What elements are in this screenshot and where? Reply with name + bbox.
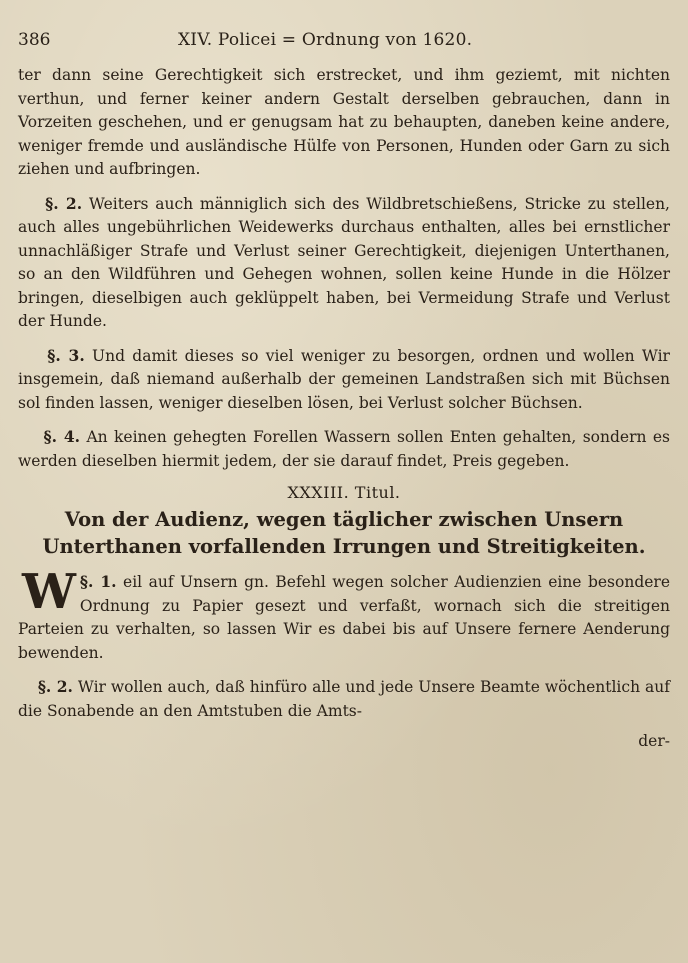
paragraph-text: Und damit dieses so viel weniger zu besorgen, ordnen und wollen Wir insgemein, daß niemand außerhalb der gemeinen Landstraßen sich mit Büchsen sol finden lassen, weniger dieselben lösen, bei Verlust solcher Büchsen.	[18, 346, 670, 412]
running-head: XIV. Policei = Ordnung von 1620.	[178, 30, 473, 50]
body-text	[18, 64, 670, 751]
paragraph-section-4	[18, 425, 670, 473]
page-number: 386	[18, 30, 51, 50]
chapter-heading: Von der Audienz, wegen täglicher zwischen Unsern Unterthanen vorfallenden Irrungen und Streitigkeiten.	[42, 508, 646, 558]
paragraph-section-2	[18, 192, 670, 334]
paragraph-text: Weiters auch männiglich sich des Wildbretschießens, Stricke zu stellen, auch alles ungebührlichen Weidewerks durchaus enthalten, alles bei ernstlicher unnachläßiger Strafe und Verlust seiner Gerechtigkeit, diejenigen Unterthanen, so an den Wildführen und Gehegen wohnen, sollen keine Hunde in die Hölzer bringen, dieselbigen auch geklüppelt haben, bei Vermeidung Strafe und Verlust der Hunde.	[18, 194, 670, 330]
drop-cap-initial: W	[22, 564, 76, 620]
section-mark: §. 4.	[43, 427, 81, 446]
section-mark: §. 2.	[37, 677, 73, 696]
page-header	[18, 30, 670, 60]
chapter-paragraph-2	[18, 675, 670, 723]
section-mark: §. 3.	[47, 345, 85, 365]
section-mark: §. 1.	[79, 572, 117, 591]
chapter-paragraph-1	[18, 564, 670, 665]
paragraph-section-3	[18, 344, 670, 416]
section-mark: §. 2.	[45, 193, 83, 213]
paragraph-text: ter dann seine Gerechtigkeit sich erstrecket, und ihm geziemt, mit nichten verthun, und ferner keiner andern Gestalt derselben gebrauchen, dann in Vorzeiten geschehen, und er genugsam hat zu behaupten, daneben keine andere, weniger fremde und ausländische Hülfe von Personen, Hunden oder Garn zu sich ziehen und aufbringen.	[18, 66, 670, 178]
paragraph-text: eil auf Unsern gn. Befehl wegen solcher Audienzien eine besondere Ordnung zu Papier gesezt und verfaßt, wornach sich die streitigen Parteien zu verhalten, so lassen Wir es dabei bis auf Unsere fernere Aenderung bewenden.	[18, 573, 670, 662]
paragraph-continuation	[18, 64, 670, 182]
paragraph-text: Wir wollen auch, daß hinfüro alle und jede Unsere Beamte wöchentlich auf die Sonabende an den Amtstuben die Amts-	[18, 678, 670, 720]
chapter-title: XXXIII. Titul.	[287, 483, 401, 502]
paragraph-text: An keinen gehegten Forellen Wassern sollen Enten gehalten, sondern es werden dieselben hiermit jedem, der sie darauf findet, Preis gegeben.	[18, 428, 670, 470]
catchword: der-	[638, 732, 670, 750]
